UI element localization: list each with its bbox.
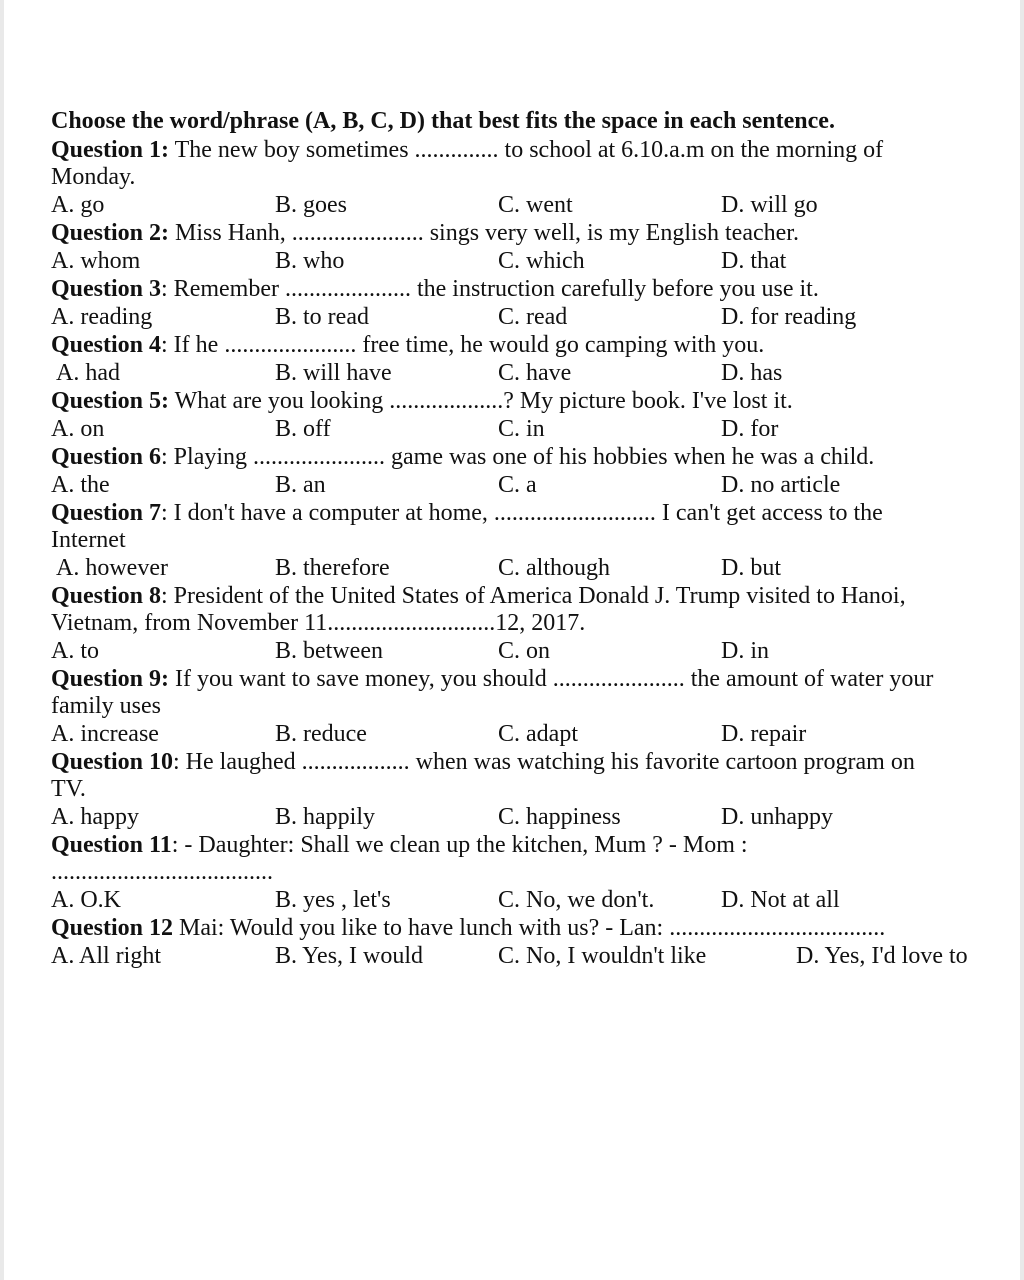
question-3 (51, 275, 991, 331)
option-c[interactable]: C. adapt (498, 721, 578, 747)
answer-options (51, 637, 991, 665)
option-b[interactable]: B. therefore (275, 555, 390, 581)
question-label: Question 1: (51, 137, 170, 163)
option-d[interactable]: D. that (721, 248, 787, 274)
answer-options (51, 471, 991, 499)
page-edge-right (1020, 0, 1024, 1280)
option-d[interactable]: D. Not at all (721, 887, 840, 913)
question-8 (51, 582, 991, 665)
question-text: : Playing ...................... game was one of his hobbies when he was a child. (161, 444, 875, 470)
option-a[interactable]: A. increase (51, 721, 159, 747)
answer-options (51, 886, 991, 914)
answer-options (51, 303, 991, 331)
question-label: Question 9: (51, 666, 170, 692)
question-text-continued: Internet (51, 527, 126, 553)
answer-options (51, 942, 991, 970)
option-c[interactable]: C. which (498, 248, 585, 274)
option-d[interactable]: D. has (721, 360, 783, 386)
option-d[interactable]: D. will go (721, 192, 818, 218)
answer-options (51, 247, 991, 275)
question-text-continued: family uses (51, 693, 161, 719)
question-label: Question 6 (51, 444, 162, 470)
question-text: : I don't have a computer at home, ........................... I can't get access to the (161, 500, 883, 526)
question-text: What are you looking ...................? My picture book. I've lost it. (169, 388, 793, 414)
option-a[interactable]: A. go (51, 192, 105, 218)
option-a[interactable]: A. reading (51, 304, 153, 330)
option-d[interactable]: D. Yes, I'd love to (796, 943, 968, 969)
question-10 (51, 748, 991, 831)
question-12 (51, 914, 991, 970)
option-c[interactable]: C. read (498, 304, 568, 330)
option-b[interactable]: B. an (275, 472, 326, 498)
answer-options (51, 191, 991, 219)
option-a[interactable]: A. had (56, 360, 120, 386)
option-d[interactable]: D. no article (721, 472, 841, 498)
option-b[interactable]: B. Yes, I would (275, 943, 424, 969)
instruction-heading: Choose the word/phrase (A, B, C, D) that best fits the space in each sentence. (51, 108, 835, 134)
question-text: : President of the United States of America Donald J. Trump visited to Hanoi, (161, 583, 906, 609)
question-label: Question 3 (51, 276, 162, 302)
question-label: Question 4 (51, 332, 162, 358)
option-c[interactable]: C. No, we don't. (498, 887, 655, 913)
question-label: Question 5: (51, 388, 170, 414)
answer-options (51, 554, 991, 582)
question-text: : - Daughter: Shall we clean up the kitchen, Mum ? - Mom : (171, 832, 748, 858)
option-c[interactable]: C. on (498, 638, 551, 664)
option-a[interactable]: A. All right (51, 943, 162, 969)
option-d[interactable]: D. repair (721, 721, 807, 747)
answer-options (51, 803, 991, 831)
question-label: Question 11 (51, 832, 172, 858)
option-b[interactable]: B. goes (275, 192, 347, 218)
answer-blank: ..................................... (51, 859, 273, 885)
question-label: Question 2: (51, 220, 170, 246)
question-label: Question 8 (51, 583, 162, 609)
question-text: Miss Hanh, ...................... sings very well, is my English teacher. (169, 220, 799, 246)
option-b[interactable]: B. who (275, 248, 345, 274)
question-text-continued: Vietnam, from November 11............................12, 2017. (51, 610, 586, 636)
question-6 (51, 443, 991, 499)
option-b[interactable]: B. to read (275, 304, 369, 330)
option-b[interactable]: B. will have (275, 360, 392, 386)
question-11 (51, 831, 991, 914)
option-a[interactable]: A. to (51, 638, 99, 664)
option-a[interactable]: A. the (51, 472, 110, 498)
question-text: : If he ...................... free time, he would go camping with you. (161, 332, 765, 358)
question-7 (51, 499, 991, 582)
option-d[interactable]: D. for reading (721, 304, 857, 330)
question-4 (51, 331, 991, 387)
question-text-continued: Monday. (51, 164, 136, 190)
option-c[interactable]: C. although (498, 555, 610, 581)
question-text: Mai: Would you like to have lunch with us? - Lan: .................................... (173, 915, 886, 941)
question-5 (51, 387, 991, 443)
answer-options (51, 415, 991, 443)
option-a[interactable]: A. on (51, 416, 105, 442)
option-d[interactable]: D. unhappy (721, 804, 833, 830)
option-a[interactable]: A. however (56, 555, 168, 581)
option-c[interactable]: C. a (498, 472, 537, 498)
question-text: The new boy sometimes .............. to school at 6.10.a.m on the morning of (169, 137, 884, 163)
option-a[interactable]: A. O.K (51, 887, 121, 913)
question-text: : Remember ..................... the instruction carefully before you use it. (161, 276, 819, 302)
option-a[interactable]: A. happy (51, 804, 139, 830)
question-text-continued: TV. (51, 776, 86, 802)
option-b[interactable]: B. between (275, 638, 383, 664)
option-a[interactable]: A. whom (51, 248, 141, 274)
option-c[interactable]: C. in (498, 416, 545, 442)
option-c[interactable]: C. happiness (498, 804, 621, 830)
option-b[interactable]: B. off (275, 416, 331, 442)
answer-options (51, 720, 991, 748)
question-label: Question 7 (51, 500, 162, 526)
option-b[interactable]: B. happily (275, 804, 375, 830)
question-9 (51, 665, 991, 748)
option-b[interactable]: B. yes , let's (275, 887, 391, 913)
question-text: If you want to save money, you should ...................... the amount of water your (169, 666, 934, 692)
question-label: Question 12 (51, 915, 174, 941)
option-c[interactable]: C. went (498, 192, 573, 218)
question-1 (51, 136, 991, 219)
option-d[interactable]: D. for (721, 416, 779, 442)
option-d[interactable]: D. but (721, 555, 781, 581)
worksheet (51, 106, 991, 970)
option-d[interactable]: D. in (721, 638, 769, 664)
option-c[interactable]: C. have (498, 360, 572, 386)
page-edge-left (0, 0, 4, 1280)
option-c[interactable]: C. No, I wouldn't like (498, 943, 707, 969)
question-text: : He laughed .................. when was watching his favorite cartoon program on (173, 749, 915, 775)
answer-options (51, 359, 991, 387)
question-label: Question 10 (51, 749, 174, 775)
question-2 (51, 219, 991, 275)
option-b[interactable]: B. reduce (275, 721, 367, 747)
